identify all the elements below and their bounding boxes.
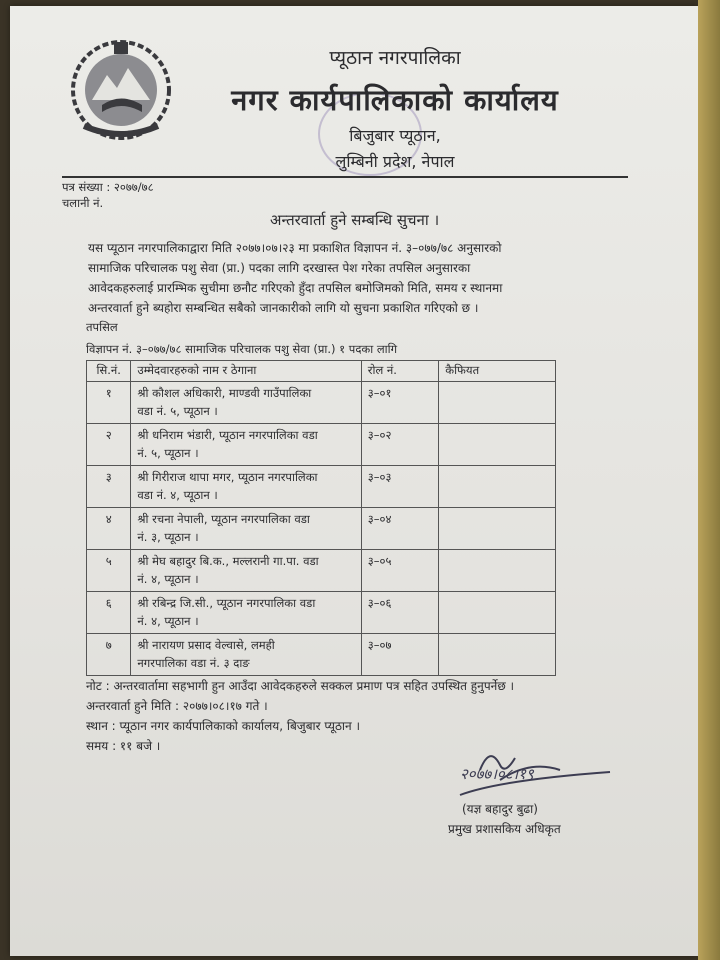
notice-body-line: अन्तरवार्ता हुने ब्यहोरा सम्बन्धित सबैको जानकारीको लागि यो सुचना प्रकाशित गरिएको छ ।: [88, 301, 479, 315]
signatory-name: (यज्ञ बहादुर बुढा): [462, 802, 538, 816]
row-name-address: [131, 424, 361, 466]
row-roll: ३–०२: [361, 424, 438, 466]
table-row: [87, 424, 556, 466]
notice-body: [88, 238, 628, 318]
row-roll: ३–०४: [361, 508, 438, 550]
interview-date: अन्तरवार्ता हुने मिति : २०७७।०८।१७ गते ।: [86, 699, 268, 713]
handwritten-date: २०७७।०८।१९: [460, 765, 534, 783]
table-header-row: [87, 361, 556, 382]
table-row: [87, 508, 556, 550]
name-line: श्री रबिन्द्र जि.सी., प्यूठान नगरपालिका वडा: [137, 596, 316, 610]
row-remark: [439, 466, 556, 508]
col-header-remark: कैफियत: [439, 361, 556, 382]
notice-body-line: सामाजिक परिचालक पशु सेवा (प्रा.) पदका लागि दरखास्त पेश गरेका तपसिल अनुसारका: [88, 261, 471, 275]
interview-venue: स्थान : प्यूठान नगर कार्यपालिकाको कार्यालय, बिजुबार प्यूठान ।: [86, 719, 361, 733]
name-line: श्री गिरीराज थापा मगर, प्यूठान नगरपालिका: [137, 470, 318, 484]
municipality-name: प्यूठान नगरपालिका: [329, 47, 461, 69]
col-header-roll: रोल नं.: [361, 361, 438, 382]
row-remark: [439, 382, 556, 424]
row-sn: ५: [87, 550, 131, 592]
row-name-address: [131, 550, 361, 592]
table-row: [87, 466, 556, 508]
row-sn: १: [87, 382, 131, 424]
row-name-address: [131, 634, 361, 676]
row-sn: ४: [87, 508, 131, 550]
schedule-label: तपसिल: [86, 320, 118, 334]
name-line: श्री धनिराम भंडारी, प्यूठान नगरपालिका वडा: [137, 428, 318, 442]
header-divider: [62, 176, 628, 178]
row-name-address: [131, 466, 361, 508]
row-remark: [439, 508, 556, 550]
row-name-address: [131, 508, 361, 550]
name-line: श्री रचना नेपाली, प्यूठान नगरपालिका वडा: [137, 512, 310, 526]
name-line: श्री नारायण प्रसाद वेल्वासे, लमही: [137, 638, 275, 652]
background-edge: [698, 0, 720, 960]
row-sn: २: [87, 424, 131, 466]
row-roll: ३–०७: [361, 634, 438, 676]
name-line: श्री मेघ बहादुर बि.क., मल्लरानी गा.पा. वडा: [137, 554, 319, 568]
interview-time: समय : ११ बजे ।: [86, 739, 161, 753]
office-province: लुम्बिनी प्रदेश, नेपाल: [335, 152, 455, 171]
row-roll: ३–०६: [361, 592, 438, 634]
address-line: नं. ४, प्यूठान ।: [137, 572, 199, 586]
signatory-designation: प्रमुख प्रशासकिय अधिकृत: [448, 822, 561, 836]
letter-number: पत्र संख्या : २०७७/७८: [62, 180, 154, 194]
office-name: नगर कार्यपालिकाको कार्यालय: [231, 83, 559, 117]
address-line: वडा नं. ४, प्यूठान ।: [137, 488, 218, 502]
row-remark: [439, 592, 556, 634]
table-row: [87, 634, 556, 676]
row-remark: [439, 550, 556, 592]
address-line: नं. ३, प्यूठान ।: [137, 530, 199, 544]
row-remark: [439, 634, 556, 676]
table-row: [87, 592, 556, 634]
notice-title: अन्तरवार्ता हुने सम्बन्धि सुचना ।: [270, 211, 440, 229]
notice-body-line: यस प्यूठान नगरपालिकाद्वारा मिति २०७७।०७।२३ मा प्रकाशित विज्ञापन नं. ३–०७७/७८ अनुसारको: [88, 241, 502, 255]
row-roll: ३–०५: [361, 550, 438, 592]
row-sn: ३: [87, 466, 131, 508]
government-emblem-icon: [62, 30, 180, 148]
col-header-sn: सि.नं.: [87, 361, 131, 382]
candidate-table: [86, 360, 556, 676]
interview-note: नोट : अन्तरवार्तामा सहभागी हुन आउँदा आवेदकहरुले सक्कल प्रमाण पत्र सहित उपस्थित हुनुपर्नेछ ।: [86, 679, 515, 693]
address-line: नं. ४, प्यूठान ।: [137, 614, 199, 628]
row-name-address: [131, 382, 361, 424]
address-line: नगरपालिका वडा नं. ३ दाङ: [137, 656, 250, 670]
notice-body-line: आवेदकहरुलाई प्रारम्भिक सुचीमा छनौट गरिएको हुँदा तपसिल बमोजिमको मिति, समय र स्थानमा: [88, 281, 503, 295]
col-header-name: उम्मेदवारहरुको नाम र ठेगाना: [131, 361, 361, 382]
row-sn: ७: [87, 634, 131, 676]
row-roll: ३–०१: [361, 382, 438, 424]
row-name-address: [131, 592, 361, 634]
dispatch-number: चलानी नं.: [62, 196, 104, 210]
address-line: नं. ५, प्यूठान ।: [137, 446, 199, 460]
table-row: [87, 382, 556, 424]
advertisement-line: विज्ञापन नं. ३–०७७/७८ सामाजिक परिचालक पशु सेवा (प्रा.) १ पदका लागि: [86, 342, 398, 356]
table-row: [87, 550, 556, 592]
row-roll: ३–०३: [361, 466, 438, 508]
office-place: बिजुबार प्यूठान,: [349, 126, 441, 145]
address-line: वडा नं. ५, प्यूठान ।: [137, 404, 218, 418]
row-remark: [439, 424, 556, 466]
row-sn: ६: [87, 592, 131, 634]
name-line: श्री कौशल अधिकारी, माण्डवी गाउँपालिका: [137, 386, 312, 400]
